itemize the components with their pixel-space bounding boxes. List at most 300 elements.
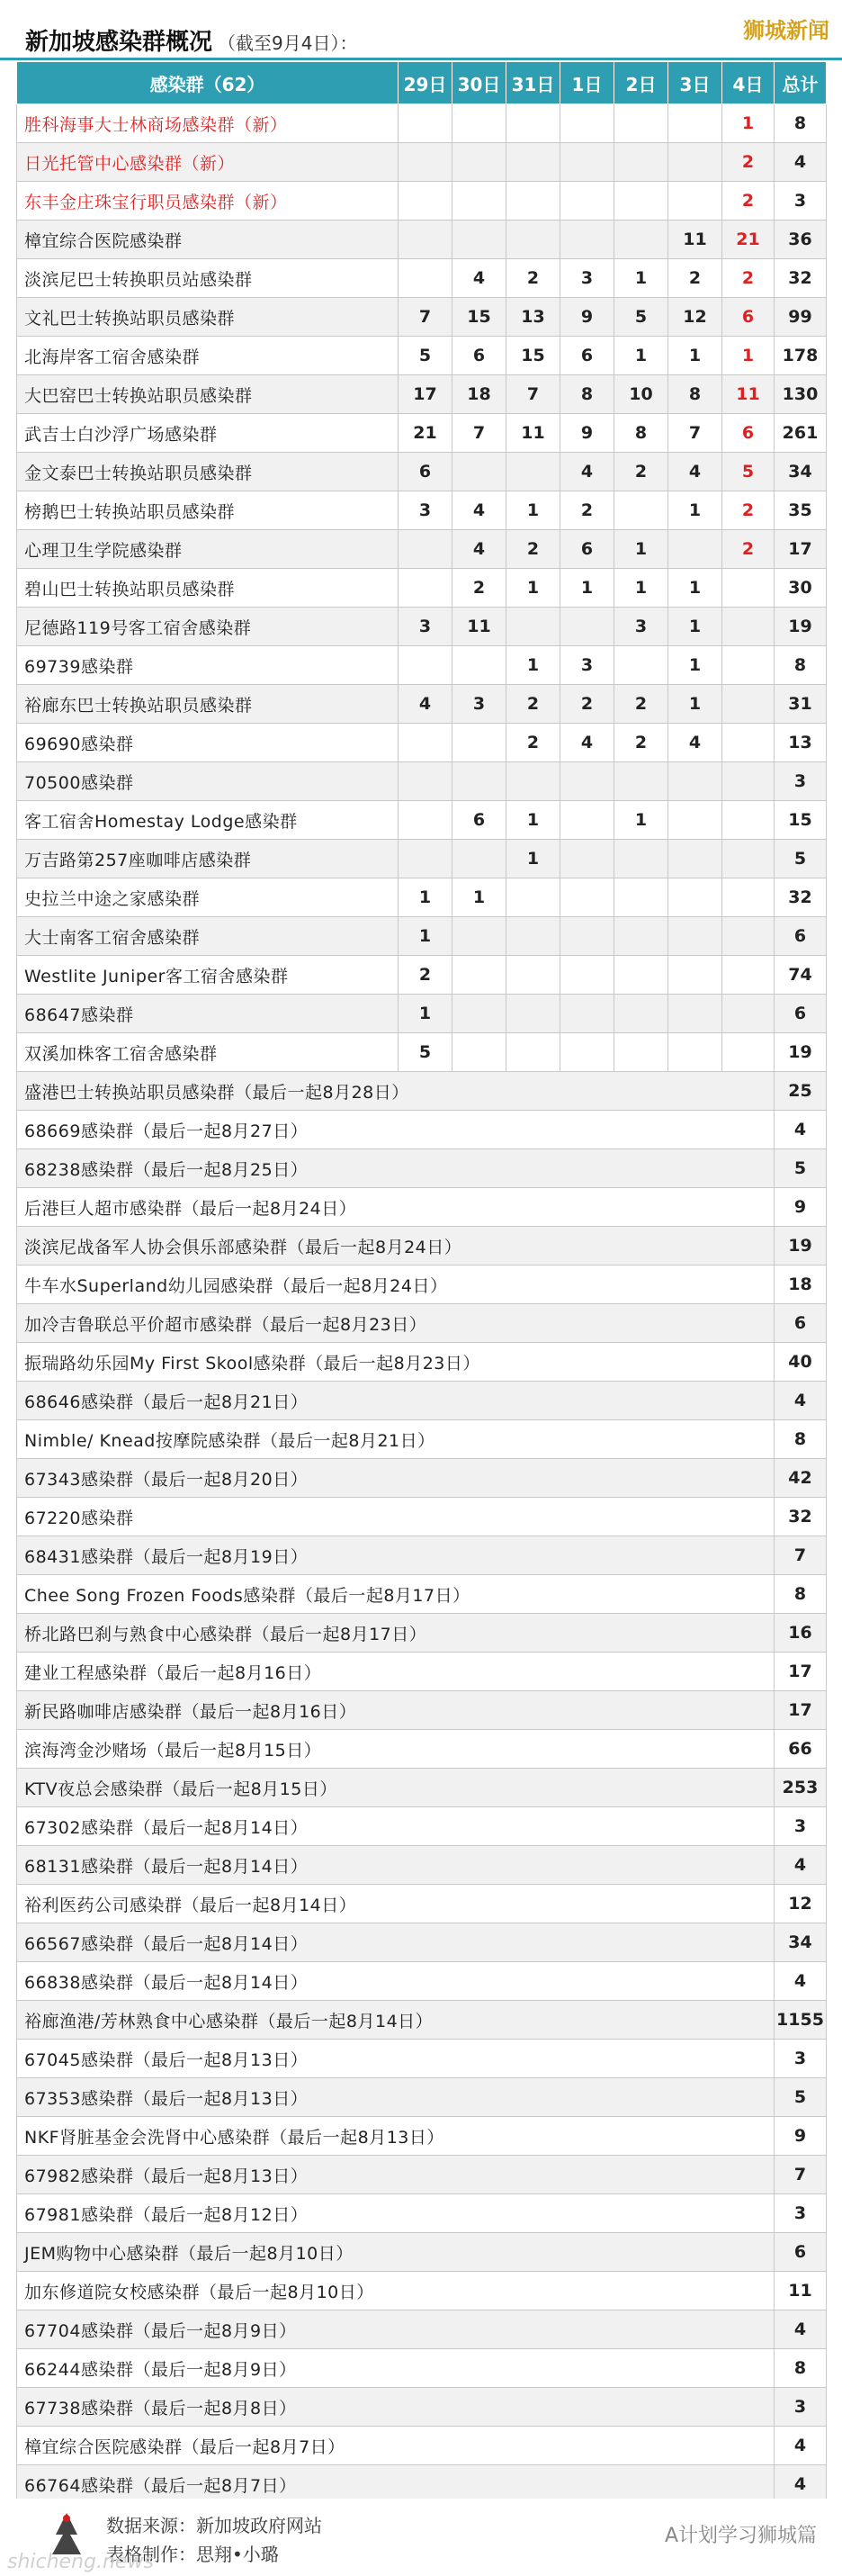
day-count-cell bbox=[506, 878, 560, 917]
cluster-name: 加东修道院女校感染群（最后一起8月10日） bbox=[17, 2272, 775, 2310]
cluster-name: 史拉兰中途之家感染群 bbox=[17, 878, 399, 917]
day-count-cell: 11 bbox=[506, 414, 560, 453]
day-count-cell: 1 bbox=[668, 685, 722, 724]
table-row bbox=[17, 762, 827, 801]
total-cell: 7 bbox=[775, 1536, 827, 1575]
day-count-cell: 17 bbox=[399, 375, 452, 414]
day-count-cell: 15 bbox=[452, 298, 506, 337]
cluster-name: 胜科海事大士林商场感染群（新） bbox=[17, 104, 399, 143]
day-count-cell bbox=[399, 104, 452, 143]
day-count-cell bbox=[506, 143, 560, 182]
table-row bbox=[17, 1343, 827, 1382]
table-row bbox=[17, 1885, 827, 1923]
table-row bbox=[17, 1072, 827, 1111]
day-count-cell bbox=[668, 143, 722, 182]
table-row bbox=[17, 840, 827, 878]
day-count-cell bbox=[560, 840, 614, 878]
day-count-cell bbox=[722, 762, 775, 801]
table-row bbox=[17, 337, 827, 375]
day-count-cell: 7 bbox=[452, 414, 506, 453]
day-count-cell bbox=[399, 569, 452, 608]
table-row bbox=[17, 530, 827, 569]
day-count-cell bbox=[399, 840, 452, 878]
day-count-cell bbox=[722, 608, 775, 646]
table-header-row bbox=[17, 62, 827, 104]
cluster-name: 桥北路巴刹与熟食中心感染群（最后一起8月17日） bbox=[17, 1614, 775, 1653]
cluster-name: 后港巨人超市感染群（最后一起8月24日） bbox=[17, 1188, 775, 1227]
day-count-cell: 1 bbox=[399, 878, 452, 917]
cluster-name: 北海岸客工宿舍感染群 bbox=[17, 337, 399, 375]
cluster-name: 66764感染群（最后一起8月7日） bbox=[17, 2465, 775, 2504]
total-cell: 32 bbox=[775, 878, 827, 917]
day-count-cell: 6 bbox=[722, 298, 775, 337]
table-row bbox=[17, 2388, 827, 2427]
total-cell: 253 bbox=[775, 1769, 827, 1807]
total-cell: 35 bbox=[775, 491, 827, 530]
day-count-cell bbox=[614, 104, 668, 143]
cluster-name: 67302感染群（最后一起8月14日） bbox=[17, 1807, 775, 1846]
day-count-cell: 9 bbox=[560, 298, 614, 337]
day-count-cell bbox=[506, 608, 560, 646]
day-count-cell bbox=[560, 917, 614, 956]
day-count-cell bbox=[722, 569, 775, 608]
total-cell: 1155 bbox=[775, 2001, 827, 2040]
column-header: 1日 bbox=[560, 62, 614, 104]
cluster-name: 武吉士白沙浮广场感染群 bbox=[17, 414, 399, 453]
day-count-cell bbox=[560, 104, 614, 143]
total-cell: 4 bbox=[775, 2310, 827, 2349]
day-count-cell bbox=[560, 1033, 614, 1072]
cluster-name: 67704感染群（最后一起8月9日） bbox=[17, 2310, 775, 2349]
total-cell: 4 bbox=[775, 1111, 827, 1149]
title-bar bbox=[0, 0, 842, 65]
cluster-name: 双溪加株客工宿舍感染群 bbox=[17, 1033, 399, 1072]
day-count-cell bbox=[614, 143, 668, 182]
total-cell: 15 bbox=[775, 801, 827, 840]
day-count-cell bbox=[452, 104, 506, 143]
day-count-cell: 2 bbox=[722, 259, 775, 298]
day-count-cell bbox=[560, 762, 614, 801]
day-count-cell bbox=[560, 182, 614, 221]
table-row bbox=[17, 2040, 827, 2078]
day-count-cell bbox=[452, 646, 506, 685]
cluster-name: 68646感染群（最后一起8月21日） bbox=[17, 1382, 775, 1420]
total-cell: 8 bbox=[775, 104, 827, 143]
cluster-name: 淡滨尼巴士转换职员站感染群 bbox=[17, 259, 399, 298]
cluster-name: 客工宿舍Homestay Lodge感染群 bbox=[17, 801, 399, 840]
cluster-name: 裕廊渔港/芳林熟食中心感染群（最后一起8月14日） bbox=[17, 2001, 775, 2040]
table-body bbox=[17, 104, 827, 2504]
total-cell: 3 bbox=[775, 762, 827, 801]
day-count-cell: 6 bbox=[399, 453, 452, 491]
day-count-cell bbox=[560, 956, 614, 995]
day-count-cell: 8 bbox=[614, 414, 668, 453]
day-count-cell: 2 bbox=[506, 259, 560, 298]
total-cell: 4 bbox=[775, 1382, 827, 1420]
cluster-name: 68431感染群（最后一起8月19日） bbox=[17, 1536, 775, 1575]
table-row bbox=[17, 2233, 827, 2272]
day-count-cell: 21 bbox=[399, 414, 452, 453]
day-count-cell bbox=[506, 182, 560, 221]
cluster-name: 68647感染群 bbox=[17, 995, 399, 1033]
table-row bbox=[17, 491, 827, 530]
total-cell: 4 bbox=[775, 2427, 827, 2465]
table-row bbox=[17, 2117, 827, 2156]
total-cell: 40 bbox=[775, 1343, 827, 1382]
total-cell: 12 bbox=[775, 1885, 827, 1923]
day-count-cell: 1 bbox=[614, 530, 668, 569]
cluster-name: 淡滨尼战备军人协会俱乐部感染群（最后一起8月24日） bbox=[17, 1227, 775, 1265]
table-row bbox=[17, 1111, 827, 1149]
table-row bbox=[17, 801, 827, 840]
column-header: 总计 bbox=[775, 62, 827, 104]
cluster-name: 裕廊东巴士转换站职员感染群 bbox=[17, 685, 399, 724]
day-count-cell: 6 bbox=[722, 414, 775, 453]
day-count-cell bbox=[399, 762, 452, 801]
day-count-cell bbox=[614, 995, 668, 1033]
cluster-name: Westlite Juniper客工宿舍感染群 bbox=[17, 956, 399, 995]
cluster-table bbox=[16, 61, 827, 2504]
day-count-cell: 3 bbox=[399, 491, 452, 530]
column-header: 3日 bbox=[668, 62, 722, 104]
day-count-cell: 11 bbox=[452, 608, 506, 646]
day-count-cell bbox=[722, 1033, 775, 1072]
day-count-cell bbox=[506, 762, 560, 801]
day-count-cell bbox=[560, 995, 614, 1033]
table-row bbox=[17, 1575, 827, 1614]
day-count-cell: 1 bbox=[506, 801, 560, 840]
day-count-cell: 6 bbox=[452, 801, 506, 840]
cluster-name: 碧山巴士转换站职员感染群 bbox=[17, 569, 399, 608]
total-cell: 8 bbox=[775, 2349, 827, 2388]
total-cell: 6 bbox=[775, 1304, 827, 1343]
day-count-cell: 2 bbox=[560, 685, 614, 724]
data-source: 数据来源：新加坡政府网站 bbox=[106, 2515, 322, 2536]
total-cell: 5 bbox=[775, 2078, 827, 2117]
day-count-cell bbox=[399, 724, 452, 762]
total-cell: 11 bbox=[775, 2272, 827, 2310]
cluster-name: 68131感染群（最后一起8月14日） bbox=[17, 1846, 775, 1885]
table-row bbox=[17, 2078, 827, 2117]
table-row bbox=[17, 956, 827, 995]
day-count-cell: 1 bbox=[668, 608, 722, 646]
day-count-cell bbox=[614, 221, 668, 259]
cluster-name: 日光托管中心感染群（新） bbox=[17, 143, 399, 182]
table-row bbox=[17, 1614, 827, 1653]
day-count-cell bbox=[452, 724, 506, 762]
day-count-cell bbox=[506, 1033, 560, 1072]
table-row bbox=[17, 917, 827, 956]
day-count-cell bbox=[506, 221, 560, 259]
cluster-name: 70500感染群 bbox=[17, 762, 399, 801]
day-count-cell bbox=[614, 917, 668, 956]
day-count-cell: 1 bbox=[668, 646, 722, 685]
day-count-cell bbox=[452, 917, 506, 956]
total-cell: 261 bbox=[775, 414, 827, 453]
cluster-name: 68238感染群（最后一起8月25日） bbox=[17, 1149, 775, 1188]
table-row bbox=[17, 259, 827, 298]
day-count-cell: 4 bbox=[560, 724, 614, 762]
day-count-cell bbox=[668, 182, 722, 221]
total-cell: 4 bbox=[775, 2465, 827, 2504]
total-cell: 3 bbox=[775, 2194, 827, 2233]
table-row bbox=[17, 414, 827, 453]
day-count-cell: 7 bbox=[506, 375, 560, 414]
day-count-cell bbox=[399, 646, 452, 685]
column-header: 30日 bbox=[452, 62, 506, 104]
day-count-cell: 11 bbox=[722, 375, 775, 414]
total-cell: 3 bbox=[775, 1807, 827, 1846]
day-count-cell: 4 bbox=[668, 724, 722, 762]
table-row bbox=[17, 1962, 827, 2001]
day-count-cell: 2 bbox=[452, 569, 506, 608]
table-row bbox=[17, 182, 827, 221]
column-header: 4日 bbox=[722, 62, 775, 104]
table-row bbox=[17, 221, 827, 259]
day-count-cell: 2 bbox=[722, 143, 775, 182]
cluster-name: 66244感染群（最后一起8月9日） bbox=[17, 2349, 775, 2388]
day-count-cell bbox=[668, 917, 722, 956]
day-count-cell: 1 bbox=[614, 259, 668, 298]
cluster-name: NKF肾脏基金会洗肾中心感染群（最后一起8月13日） bbox=[17, 2117, 775, 2156]
day-count-cell bbox=[506, 956, 560, 995]
day-count-cell bbox=[560, 878, 614, 917]
day-count-cell bbox=[560, 143, 614, 182]
cluster-name: 69739感染群 bbox=[17, 646, 399, 685]
cluster-name: 万吉路第257座咖啡店感染群 bbox=[17, 840, 399, 878]
cluster-name: Nimble/ Knead按摩院感染群（最后一起8月21日） bbox=[17, 1420, 775, 1459]
day-count-cell: 1 bbox=[722, 337, 775, 375]
column-header: 感染群（62） bbox=[17, 62, 399, 104]
day-count-cell: 1 bbox=[452, 878, 506, 917]
table-row bbox=[17, 1382, 827, 1420]
day-count-cell: 9 bbox=[560, 414, 614, 453]
day-count-cell bbox=[560, 221, 614, 259]
cluster-name: 盛港巴士转换站职员感染群（最后一起8月28日） bbox=[17, 1072, 775, 1111]
day-count-cell: 10 bbox=[614, 375, 668, 414]
total-cell: 19 bbox=[775, 1227, 827, 1265]
total-cell: 32 bbox=[775, 259, 827, 298]
day-count-cell: 1 bbox=[668, 569, 722, 608]
total-cell: 17 bbox=[775, 1653, 827, 1691]
total-cell: 19 bbox=[775, 608, 827, 646]
total-cell: 9 bbox=[775, 2117, 827, 2156]
day-count-cell: 11 bbox=[668, 221, 722, 259]
table-row bbox=[17, 1498, 827, 1536]
cluster-name: 樟宜综合医院感染群 bbox=[17, 221, 399, 259]
table-row bbox=[17, 1730, 827, 1769]
total-cell: 36 bbox=[775, 221, 827, 259]
total-cell: 5 bbox=[775, 840, 827, 878]
cluster-name: KTV夜总会感染群（最后一起8月15日） bbox=[17, 1769, 775, 1807]
day-count-cell: 2 bbox=[722, 491, 775, 530]
day-count-cell: 2 bbox=[506, 724, 560, 762]
day-count-cell bbox=[722, 995, 775, 1033]
day-count-cell: 2 bbox=[560, 491, 614, 530]
total-cell: 17 bbox=[775, 530, 827, 569]
day-count-cell bbox=[506, 995, 560, 1033]
cluster-name: 榜鹅巴士转换站职员感染群 bbox=[17, 491, 399, 530]
table-row bbox=[17, 995, 827, 1033]
table-row bbox=[17, 646, 827, 685]
day-count-cell: 2 bbox=[506, 530, 560, 569]
table-row bbox=[17, 1304, 827, 1343]
cluster-name: 牛车水Superland幼儿园感染群（最后一起8月24日） bbox=[17, 1265, 775, 1304]
day-count-cell bbox=[668, 878, 722, 917]
day-count-cell: 8 bbox=[668, 375, 722, 414]
day-count-cell: 4 bbox=[560, 453, 614, 491]
cluster-name: 新民路咖啡店感染群（最后一起8月16日） bbox=[17, 1691, 775, 1730]
total-cell: 6 bbox=[775, 995, 827, 1033]
brand-logo-text: 狮城新闻 bbox=[743, 18, 829, 43]
day-count-cell bbox=[668, 762, 722, 801]
day-count-cell bbox=[452, 995, 506, 1033]
table-row bbox=[17, 2272, 827, 2310]
column-header: 31日 bbox=[506, 62, 560, 104]
table-row bbox=[17, 375, 827, 414]
day-count-cell: 2 bbox=[614, 453, 668, 491]
table-row bbox=[17, 298, 827, 337]
day-count-cell bbox=[668, 840, 722, 878]
day-count-cell bbox=[722, 956, 775, 995]
cluster-name: 67220感染群 bbox=[17, 1498, 775, 1536]
day-count-cell: 2 bbox=[614, 685, 668, 724]
table-row bbox=[17, 1420, 827, 1459]
day-count-cell bbox=[452, 1033, 506, 1072]
total-cell: 8 bbox=[775, 1575, 827, 1614]
table-row bbox=[17, 1265, 827, 1304]
table-row bbox=[17, 1536, 827, 1575]
day-count-cell: 5 bbox=[614, 298, 668, 337]
day-count-cell: 3 bbox=[399, 608, 452, 646]
table-row bbox=[17, 2156, 827, 2194]
day-count-cell: 7 bbox=[668, 414, 722, 453]
day-count-cell: 6 bbox=[452, 337, 506, 375]
cluster-name: 67343感染群（最后一起8月20日） bbox=[17, 1459, 775, 1498]
day-count-cell bbox=[399, 182, 452, 221]
day-count-cell bbox=[722, 840, 775, 878]
table-row bbox=[17, 1846, 827, 1885]
day-count-cell bbox=[668, 530, 722, 569]
day-count-cell bbox=[452, 453, 506, 491]
total-cell: 42 bbox=[775, 1459, 827, 1498]
day-count-cell: 6 bbox=[560, 530, 614, 569]
day-count-cell: 1 bbox=[614, 801, 668, 840]
day-count-cell bbox=[614, 646, 668, 685]
total-cell: 34 bbox=[775, 1923, 827, 1962]
day-count-cell: 3 bbox=[560, 646, 614, 685]
cluster-name: 心理卫生学院感染群 bbox=[17, 530, 399, 569]
day-count-cell: 5 bbox=[399, 1033, 452, 1072]
cluster-name: Chee Song Frozen Foods感染群（最后一起8月17日） bbox=[17, 1575, 775, 1614]
day-count-cell: 15 bbox=[506, 337, 560, 375]
day-count-cell: 6 bbox=[560, 337, 614, 375]
table-row bbox=[17, 1033, 827, 1072]
total-cell: 130 bbox=[775, 375, 827, 414]
total-cell: 19 bbox=[775, 1033, 827, 1072]
total-cell: 5 bbox=[775, 1149, 827, 1188]
total-cell: 4 bbox=[775, 1846, 827, 1885]
day-count-cell bbox=[614, 840, 668, 878]
day-count-cell bbox=[452, 221, 506, 259]
day-count-cell bbox=[668, 801, 722, 840]
day-count-cell: 5 bbox=[722, 453, 775, 491]
day-count-cell bbox=[722, 917, 775, 956]
total-cell: 25 bbox=[775, 1072, 827, 1111]
day-count-cell: 4 bbox=[452, 259, 506, 298]
day-count-cell bbox=[399, 259, 452, 298]
title-date: （截至9月4日）： bbox=[218, 32, 358, 54]
cluster-name: 滨海湾金沙赌场（最后一起8月15日） bbox=[17, 1730, 775, 1769]
total-cell: 6 bbox=[775, 917, 827, 956]
table-row bbox=[17, 2427, 827, 2465]
day-count-cell: 21 bbox=[722, 221, 775, 259]
table-row bbox=[17, 1653, 827, 1691]
total-cell: 17 bbox=[775, 1691, 827, 1730]
column-header: 29日 bbox=[399, 62, 452, 104]
site-watermark: shicheng.news bbox=[7, 2551, 154, 2573]
table-row bbox=[17, 685, 827, 724]
total-cell: 3 bbox=[775, 182, 827, 221]
day-count-cell bbox=[560, 801, 614, 840]
table-row bbox=[17, 2001, 827, 2040]
cluster-name: JEM购物中心感染群（最后一起8月10日） bbox=[17, 2233, 775, 2272]
cluster-name: 66567感染群（最后一起8月14日） bbox=[17, 1923, 775, 1962]
total-cell: 99 bbox=[775, 298, 827, 337]
day-count-cell: 1 bbox=[399, 995, 452, 1033]
day-count-cell: 1 bbox=[506, 569, 560, 608]
day-count-cell: 2 bbox=[722, 530, 775, 569]
day-count-cell: 2 bbox=[399, 956, 452, 995]
day-count-cell: 1 bbox=[506, 491, 560, 530]
total-cell: 18 bbox=[775, 1265, 827, 1304]
table-row bbox=[17, 2310, 827, 2349]
day-count-cell bbox=[452, 956, 506, 995]
title-text: 新加坡感染群概况 bbox=[25, 29, 213, 56]
cluster-name: 金文泰巴士转换站职员感染群 bbox=[17, 453, 399, 491]
table-row bbox=[17, 608, 827, 646]
day-count-cell bbox=[399, 530, 452, 569]
total-cell: 31 bbox=[775, 685, 827, 724]
cluster-name: 建业工程感染群（最后一起8月16日） bbox=[17, 1653, 775, 1691]
cluster-name: 樟宜综合医院感染群（最后一起8月7日） bbox=[17, 2427, 775, 2465]
day-count-cell bbox=[452, 143, 506, 182]
day-count-cell bbox=[668, 956, 722, 995]
day-count-cell bbox=[506, 917, 560, 956]
cluster-name: 66838感染群（最后一起8月14日） bbox=[17, 1962, 775, 2001]
day-count-cell: 1 bbox=[506, 646, 560, 685]
table-row bbox=[17, 1149, 827, 1188]
cluster-name: 东丰金庄珠宝行职员感染群（新） bbox=[17, 182, 399, 221]
cluster-name: 振瑞路幼乐园My First Skool感染群（最后一起8月23日） bbox=[17, 1343, 775, 1382]
day-count-cell: 2 bbox=[614, 724, 668, 762]
cluster-name: 大士南客工宿舍感染群 bbox=[17, 917, 399, 956]
day-count-cell: 3 bbox=[452, 685, 506, 724]
day-count-cell: 1 bbox=[722, 104, 775, 143]
day-count-cell: 5 bbox=[399, 337, 452, 375]
total-cell: 32 bbox=[775, 1498, 827, 1536]
cluster-name: 67981感染群（最后一起8月12日） bbox=[17, 2194, 775, 2233]
total-cell: 4 bbox=[775, 143, 827, 182]
total-cell: 3 bbox=[775, 2040, 827, 2078]
day-count-cell bbox=[722, 878, 775, 917]
day-count-cell: 7 bbox=[399, 298, 452, 337]
total-cell: 6 bbox=[775, 2233, 827, 2272]
divider bbox=[0, 58, 842, 60]
table-row bbox=[17, 724, 827, 762]
cluster-name: 裕利医药公司感染群（最后一起8月14日） bbox=[17, 1885, 775, 1923]
table-row bbox=[17, 1227, 827, 1265]
